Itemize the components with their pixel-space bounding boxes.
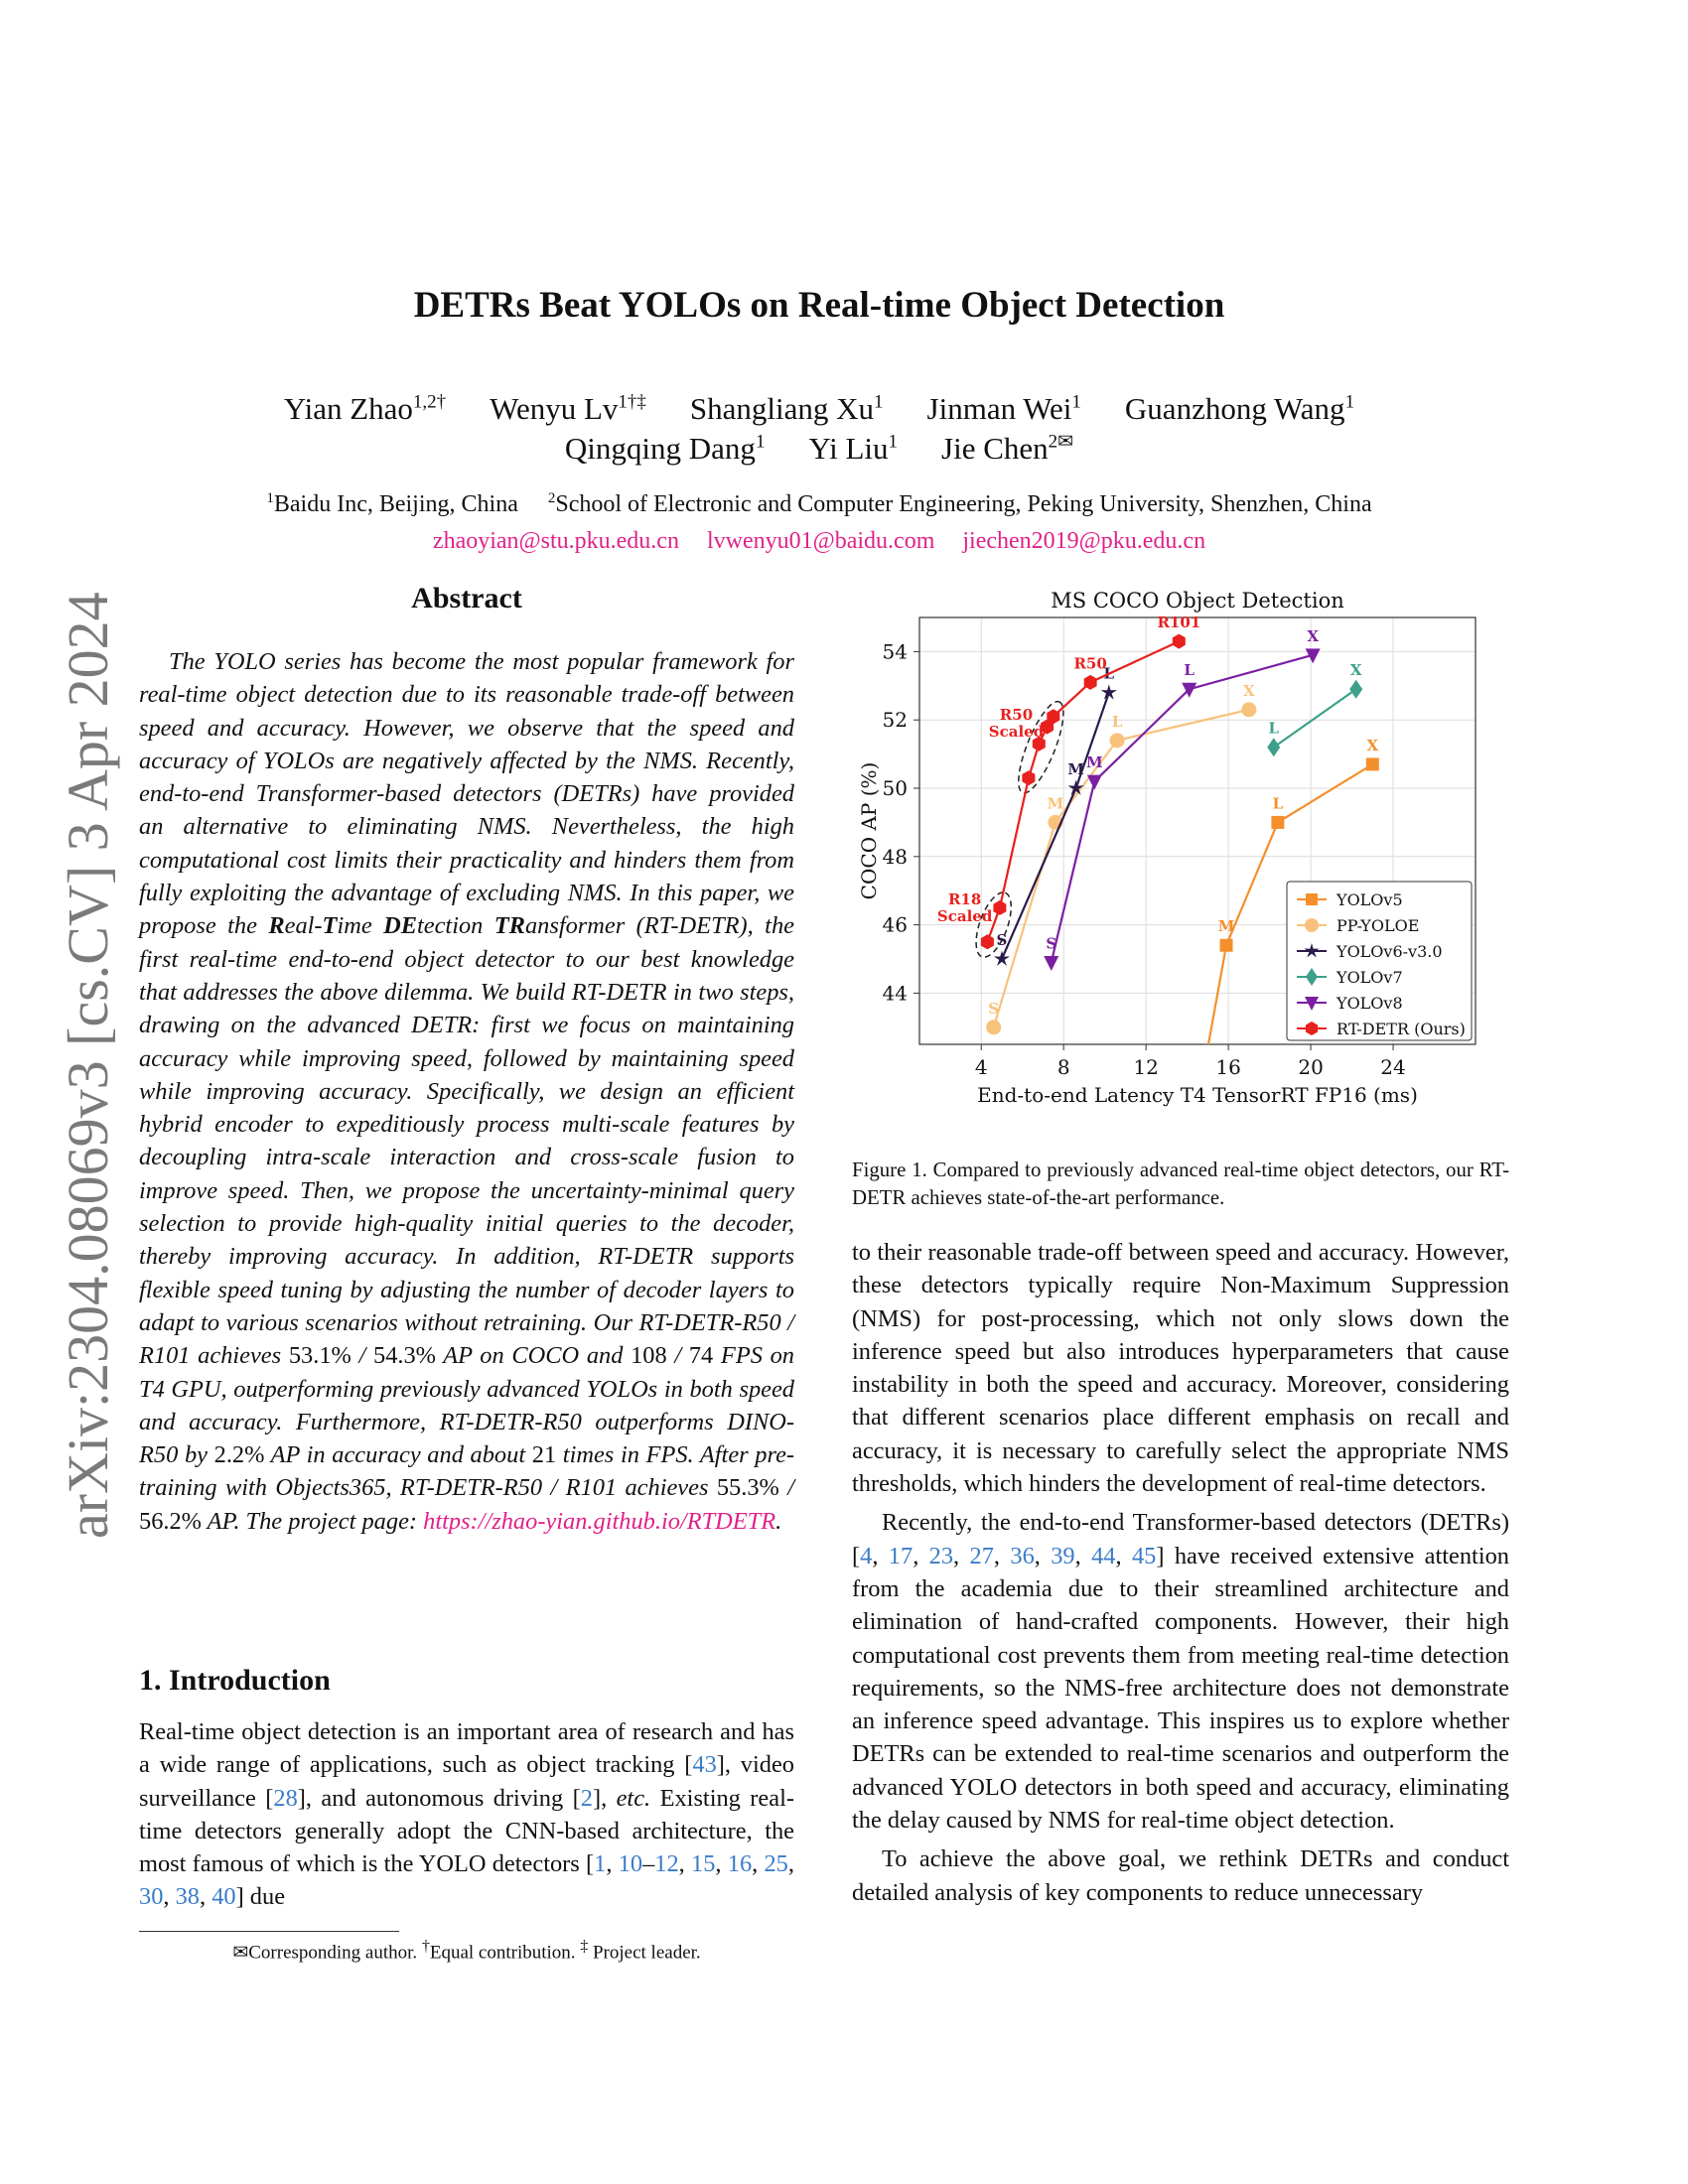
tick-label-x: 4 [974, 1055, 988, 1079]
data-point [1022, 770, 1035, 785]
data-point [993, 900, 1006, 915]
legend-entry: PP-YOLOE [1336, 916, 1420, 935]
chart-title: MS COCO Object Detection [1051, 589, 1344, 613]
affil1-sup: 1 [266, 490, 274, 506]
data-point [1101, 684, 1117, 699]
affil2-sup: 2 [547, 490, 556, 506]
citation-link[interactable]: 45 [1131, 1542, 1157, 1570]
annotation-label: R18 [947, 889, 982, 908]
introduction-body: Real-time object detection is an important area of research and has a wide range of applications, such as object tracking [43], video surveillance [28], and autonomous driving [2], etc. Existing real-time detectors generally adopt the CNN-based architecture, the most famous of which is the YOLO detectors [1, 10–12, 15, 16, 25, 30, 38, 40] due [139, 1718, 794, 1911]
citation-link[interactable]: 44 [1091, 1542, 1116, 1570]
citation-link[interactable]: 30 [139, 1883, 164, 1911]
data-label: S [996, 931, 1008, 949]
author-name: Yi Liu$^1$ [808, 431, 899, 467]
data-point [1271, 816, 1284, 829]
affil1: Baidu Inc, Beijing, China [273, 491, 518, 517]
data-label: L [1111, 712, 1123, 731]
legend-entry: YOLOv6-v3.0 [1336, 942, 1443, 961]
citation-link[interactable]: 16 [727, 1850, 753, 1878]
data-label: L [1184, 661, 1195, 680]
citation-link[interactable]: 10 [618, 1850, 643, 1878]
author-name: Shangliang Xu$^1$ [689, 391, 884, 426]
tick-label-y: 50 [882, 776, 908, 800]
author-name: Qingqing Dang$^1$ [564, 431, 766, 467]
data-point [1044, 956, 1058, 971]
data-point [1087, 775, 1102, 790]
tick-label-x: 8 [1056, 1055, 1070, 1079]
tick-label-y: 48 [882, 844, 908, 869]
paragraph: To achieve the above goal, we rethink DETRs and conduct detailed analysis of key components to reduce unnecessary [852, 1845, 1509, 1906]
series-line [1274, 689, 1356, 747]
citation-link[interactable]: 36 [1010, 1542, 1035, 1570]
data-point [1366, 757, 1379, 770]
tick-label-y: 54 [882, 639, 908, 664]
series-line [994, 710, 1249, 1027]
paragraph: to their reasonable trade-off between speed and accuracy. However, these detectors typically require Non-Maximum Suppression (NMS) for post-processing, which not only slows down the inference speed but also introduces hyperparameters that cause instability in both the speed and accuracy. Moreover, considering that different scenarios place different emphasis on recall and accuracy, it is necessary to carefully select the appropriate NMS thresholds, which hinders the development of real-time detectors. [852, 1239, 1509, 1498]
legend-entry: YOLOv8 [1336, 994, 1403, 1013]
figure-caption: Figure 1. Compared to previously advanced real-time object detectors, our RT-DETR achieves state-of-the-art performance. [852, 1159, 1509, 1209]
data-label: M [1047, 794, 1064, 813]
citation-link[interactable]: 1 [594, 1850, 607, 1878]
data-point [1241, 702, 1256, 717]
annotation-label: Scaled [936, 906, 993, 925]
data-point [986, 1020, 1001, 1034]
tick-label-x: 24 [1380, 1055, 1406, 1079]
tick-label-x: 16 [1215, 1055, 1241, 1079]
data-point [1220, 939, 1233, 952]
tick-label-y: 46 [882, 912, 908, 937]
data-label: L [1268, 719, 1280, 738]
paper-title: DETRs Beat YOLOs on Real-time Object Detection [413, 285, 1225, 326]
tick-label-x: 20 [1298, 1055, 1324, 1079]
annotation-label: R50 [999, 706, 1034, 725]
author-name: Yian Zhao$^{1,2\dagger}$ [283, 391, 447, 426]
citation-link[interactable]: 43 [692, 1751, 717, 1779]
data-label: X [1349, 661, 1362, 680]
data-point [1349, 680, 1362, 699]
tick-label-y: 44 [882, 981, 908, 1006]
legend-marker [1306, 893, 1318, 905]
data-label: M [1067, 760, 1084, 778]
data-label: X [1243, 681, 1255, 700]
affiliations [0, 490, 1638, 518]
data-label: S [1046, 934, 1057, 953]
citation-link[interactable]: 23 [928, 1542, 954, 1570]
tick-label-y: 52 [882, 708, 908, 733]
legend-entry: YOLOv7 [1336, 968, 1403, 987]
series-line [987, 641, 1179, 942]
y-axis-label: COCO AP (%) [857, 761, 881, 900]
emails [0, 528, 1638, 555]
x-axis-label: End-to-end Latency T4 TensorRT FP16 (ms) [977, 1083, 1418, 1107]
citation-link[interactable]: 17 [888, 1542, 914, 1570]
footnote-rule [139, 1931, 399, 1932]
arxiv-sidebar-stamp: arXiv:2304.08069v3 [cs.CV] 3 Apr 2024 [56, 592, 120, 1539]
coco-ap-latency-chart [854, 584, 1509, 1150]
citation-link[interactable]: 39 [1051, 1542, 1075, 1570]
project-page-link[interactable]: https://zhao-yian.github.io/RTDETR [423, 1507, 776, 1535]
data-label: R101 [1157, 614, 1201, 632]
legend-marker [1305, 918, 1319, 932]
introduction-heading: 1. Introduction [139, 1664, 331, 1697]
citation-link[interactable]: 28 [273, 1784, 298, 1812]
data-point [994, 951, 1010, 966]
data-point [1110, 733, 1125, 748]
citation-link[interactable]: 40 [211, 1883, 236, 1911]
envelope-icon: ✉ [232, 1942, 249, 1964]
citation-link[interactable]: 12 [654, 1850, 679, 1878]
citation-link[interactable]: 15 [691, 1850, 716, 1878]
author-name: Jinman Wei$^1$ [926, 391, 1081, 426]
citation-link[interactable]: 25 [764, 1850, 788, 1878]
citation-link[interactable]: 4 [860, 1542, 873, 1570]
data-point [1173, 634, 1186, 649]
data-label: M [1217, 917, 1235, 936]
email-link[interactable]: lvwenyu01@baidu.com [706, 528, 935, 554]
data-label: L [1103, 664, 1115, 683]
data-point [1267, 738, 1280, 756]
author-name: Guanzhong Wang$^1$ [1124, 391, 1355, 426]
abstract-heading: Abstract [411, 582, 522, 614]
data-label: R50 [1073, 654, 1107, 673]
email-link[interactable]: zhaoyian@stu.pku.edu.cn [432, 528, 679, 554]
citation-link[interactable]: 27 [969, 1542, 994, 1570]
paragraph: Recently, the end-to-end Transformer-based detectors (DETRs) [4, 17, 23, 27, 36, 39, 44, 45] have received extensive attention from the academia due to their streamlined architecture and elimination of hand-crafted components. However, their high computational cost prevents them from meeting real-time detection requirements, so the NMS-free architecture does not demonstrate an inference speed advantage. This inspires us to explore whether DETRs can be extended to real-time scenarios and outperform the advanced YOLO detectors in both speed and accuracy, eliminating the delay caused by NMS for real-time object detection. [852, 1509, 1509, 1835]
legend-entry: YOLOv5 [1336, 890, 1403, 909]
data-label: S [988, 999, 1000, 1018]
data-point [981, 934, 994, 949]
right-column-body [852, 1236, 1509, 1909]
footnote: ✉Corresponding author. †Equal contribution. ‡ Project leader. [232, 1938, 701, 1964]
legend-entry: RT-DETR (Ours) [1336, 1020, 1466, 1038]
citation-link[interactable]: 38 [175, 1883, 200, 1911]
author-line-2 [0, 431, 1638, 467]
data-label: X [1366, 736, 1379, 754]
data-label: L [1272, 794, 1284, 813]
author-name: Wenyu $Lv^{1\dagger\ddagger}$ [490, 391, 646, 426]
affil2: School of Electronic and Computer Engineering, Peking University, Shenzhen, China [555, 491, 1372, 517]
data-label: M [1085, 753, 1103, 772]
annotation-label: Scaled [988, 723, 1045, 742]
abstract-body: The YOLO series has become the most popular framework for real-time object detection due to its reasonable trade-off between speed and accuracy. However, we observe that the speed and accuracy of YOLOs are negatively affected by the NMS. Recently, end-to-end Transformer-based detectors (DETRs) have provided an alternative to eliminating NMS. Nevertheless, the high computational cost limits their practicality and hinders them from fully exploiting the advantage of excluding NMS. In this paper, we propose the Real-Time DEtection TRansformer (RT-DETR), the first real-time end-to-end object detector to our best knowledge that addresses the above dilemma. We build RT-DETR in two steps, drawing on the advanced DETR: first we focus on maintaining accuracy while improving speed, followed by maintaining speed while improving accuracy. Specifically, we design an efficient hybrid encoder to expeditiously process multi-scale features by decoupling intra-scale interaction and cross-scale fusion to improve speed. Then, we propose the uncertainty-minimal query selection to provide high-quality initial queries to the decoder, thereby improving accuracy. In addition, RT-DETR supports flexible speed tuning by adjusting the number of decoder layers to adapt to various scenarios without retraining. Our RT-DETR-R50 / R101 achieves 53.1% / 54.3% AP on COCO and 108 / 74 FPS on T4 GPU, outperforming previously advanced YOLOs in both speed and accuracy. Furthermore, RT-DETR-R50 outperforms DINO-R50 by 2.2% AP in accuracy and about 21 times in FPS. After pre-training with Objects365, RT-DETR-R50 / R101 achieves 55.3% / 56.2% AP. The project page: https://zhao-yian.github.io/RTDETR. [139, 648, 795, 1535]
tick-label-x: 12 [1133, 1055, 1159, 1079]
author-name: Jie Chen$^{2✉}$ [941, 431, 1074, 467]
author-line-1 [0, 391, 1638, 427]
citation-link[interactable]: 2 [580, 1784, 593, 1812]
data-label: X [1307, 626, 1319, 645]
email-link[interactable]: jiechen2019@pku.edu.cn [962, 528, 1206, 554]
